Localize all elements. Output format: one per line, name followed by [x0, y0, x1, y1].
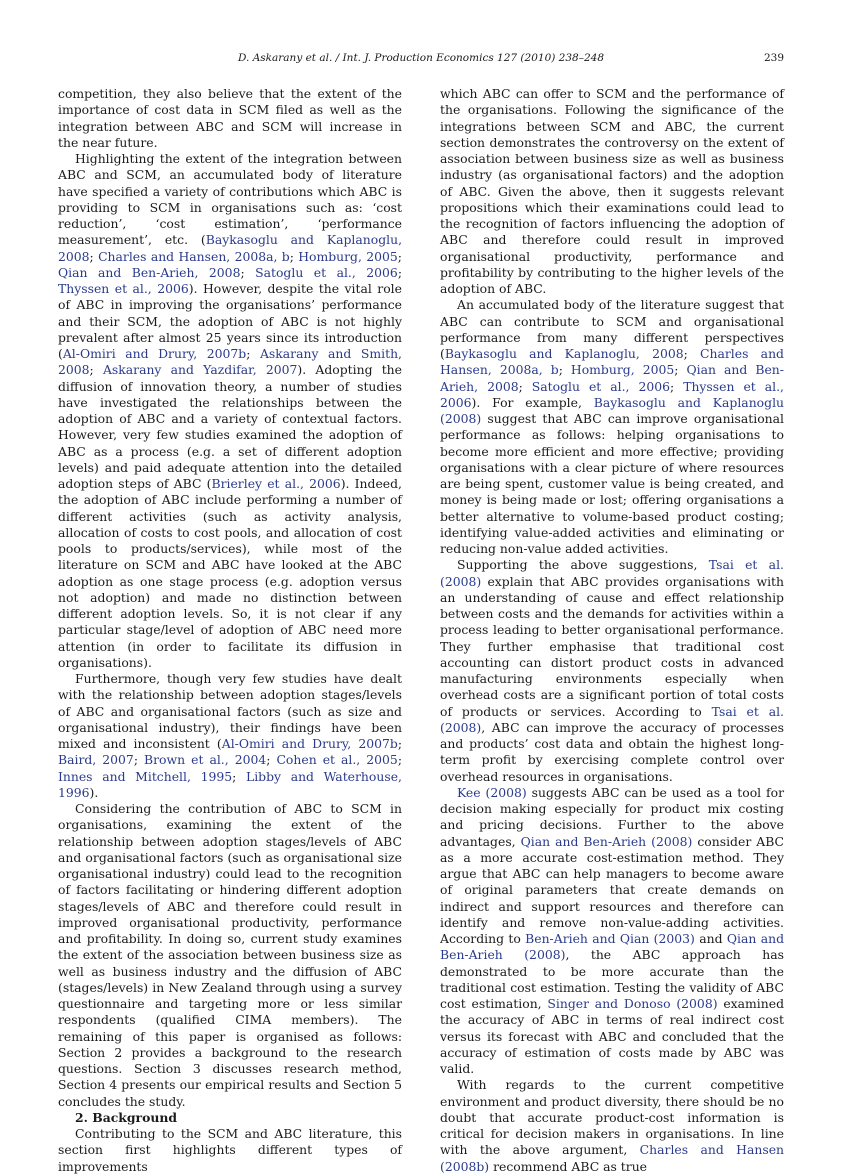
citation-link[interactable]: Qian and Ben-Arieh, 2008: [440, 362, 784, 394]
citation-link[interactable]: Charles and Hansen, 2008a, b: [440, 346, 784, 378]
citation-link[interactable]: Qian and Ben-Arieh (2008): [440, 931, 784, 963]
citation-link[interactable]: Al-Omiri and Drury, 2007b: [221, 736, 398, 751]
citation-link[interactable]: Askarany and Smith, 2008: [58, 346, 402, 378]
citation-link[interactable]: Satoglu et al., 2006: [255, 264, 398, 280]
paragraph: With regards to the current competitive environment and product diversity, there should be no doubt that accurate product-cost information is critical for decision makers in organisations. In line with the above argument, Charles and Hansen (2008b) recommend ABC as true: [440, 1077, 785, 1174]
citation-link[interactable]: Homburg, 2005: [298, 248, 398, 264]
citation-link[interactable]: Homburg, 2005: [570, 362, 675, 378]
section-heading: 2. Background: [75, 1109, 178, 1125]
citation-link[interactable]: Baykasoglu and Kaplanoglu (2008): [440, 394, 785, 426]
citation-link[interactable]: Baykasoglu and Kaplanoglu, 2008: [58, 232, 403, 264]
running-header: [58, 52, 784, 68]
citation-link[interactable]: Baykasoglu and Kaplanoglu, 2008: [444, 346, 684, 361]
citation-link[interactable]: Innes and Mitchell, 1995: [58, 768, 233, 784]
citation-link[interactable]: Libby and Waterhouse, 1996: [58, 768, 402, 800]
citation-link[interactable]: Singer and Donoso (2008): [547, 996, 718, 1011]
paragraph: competition, they also believe that the extent of the importance of cost data in SCM filed as well as the integration between ABC and SCM will increase in the near future.: [58, 86, 402, 150]
citation-link[interactable]: Kee (2008): [457, 784, 527, 800]
paragraph: Kee (2008) suggests ABC can be used as a tool for decision making especially for product mix costing and pricing decisions. Further to the above advantages, Qian and Ben-Arieh (2008) consider ABC as a more accurate cost-estimation method. They argue that ABC can help managers to become aware of original parameters that create demands on indirect and support resources and therefore can identify and remove non-value-adding activities. According to Ben-Arieh and Qian (2003) and Qian and Ben-Arieh (2008), the ABC approach has demonstrated to be more accurate than the traditional cost estimation. Testing the validity of ABC cost estimation, Singer and Donoso (2008) examined the accuracy of ABC in terms of real indirect cost versus its forecast with ABC and concluded that the accuracy of estimation of costs made by ABC was valid.: [440, 784, 785, 1076]
citation-link[interactable]: Al-Omiri and Drury, 2007b: [62, 346, 247, 361]
citation-link[interactable]: Qian and Ben-Arieh, 2008: [58, 264, 241, 280]
page-number: 239: [763, 52, 784, 64]
citation-link[interactable]: Thyssen et al., 2006: [58, 281, 189, 296]
citation-link[interactable]: Askarany and Yazdifar, 2007: [102, 362, 298, 378]
paragraph: An accumulated body of the literature suggest that ABC can contribute to SCM and organisational performance from many different perspectives (Baykasoglu and Kaplanoglu, 2008; Charles and Hansen, 2008a, b; Homburg, 2005; Qian and Ben-Arieh, 2008; Satoglu et al., 2006; Thyssen et al., 2006). For example, Baykasoglu and Kaplanoglu (2008) suggest that ABC can improve organisational performance as follows: helping organisations to become more efficient and more effective; providing organisations with a clear picture of where resources are being spent, customer value is being created, and money is being made or lost; offering organisations a better alternative to volume-based product costing; identifying value-added activities and eliminating or reducing non-value added activities.: [440, 297, 785, 556]
paragraph: Supporting the above suggestions, Tsai et al. (2008) explain that ABC provides organisations with an understanding of cause and effect relationship between costs and the demands for activities within a process leading to better organisational performance. They further emphasise that traditional cost accounting can distort product costs in advanced manufacturing environments especially when overhead costs are a significant portion of total costs of products or services. According to Tsai et al. (2008), ABC can improve the accuracy of processes and products’ cost data and obtain the highest long-term profit by exercising complete control over overhead resources in organisations.: [440, 557, 784, 784]
citation-link[interactable]: Satoglu et al., 2006: [531, 378, 671, 394]
citation-link[interactable]: Qian and Ben-Arieh (2008): [520, 833, 693, 849]
paragraph: Furthermore, though very few studies have dealt with the relationship between adoption stages/levels of ABC and organisational factors (such as size and organisational industry), their findings have been mixed and inconsistent (Al-Omiri and Drury, 2007b; Baird, 2007; Brown et al., 2004; Cohen et al., 2005; Innes and Mitchell, 1995; Libby and Waterhouse, 1996).: [58, 671, 402, 800]
citation-link[interactable]: Tsai et al. (2008): [440, 703, 784, 735]
citation-link[interactable]: Ben-Arieh and Qian (2003): [525, 931, 695, 946]
citation-link[interactable]: Brown et al., 2004: [144, 752, 267, 768]
citation-link[interactable]: Brierley et al., 2006: [211, 476, 341, 491]
citation-link[interactable]: Baird, 2007: [58, 752, 134, 768]
right-column: [440, 86, 784, 1175]
paragraph: which ABC can offer to SCM and the performance of the organisations. Following the significance of the integrations between SCM and ABC, the current section demonstrates the controversy on the extent of association between business size as well as business industry (as organisational factors) and the adoption of ABC. Given the above, then it suggests relevant propositions which their examinations could lead to the recognition of factors influencing the adoption of ABC and therefore could result in improved organisational productivity, performance and profitability by contributing to the higher levels of the adoption of ABC.: [440, 86, 784, 296]
citation-link[interactable]: Cohen et al., 2005: [276, 752, 398, 768]
citation-link[interactable]: Tsai et al. (2008): [440, 557, 784, 589]
paragraph: Considering the contribution of ABC to SCM in organisations, examining the extent of the relationship between adoption stages/levels of ABC and organisational factors (such as organisational size organisational industry) could lead to the recognition of factors facilitating or hindering different adoption stages/levels of ABC and therefore could result in improved organisational productivity, performance and profitability. In doing so, current study examines the extent of the association between business size as well as business industry and the diffusion of ABC (stages/levels) in New Zealand through using a survey questionnaire and targeting more or less similar respondents (qualified CIMA members). The remaining of this paper is organised as follows: Section 2 provides a background to the research questions. Section 3 discusses research method, Section 4 presents our empirical results and Section 5 concludes the study.: [58, 801, 402, 1109]
citation-link[interactable]: Thyssen et al., 2006: [440, 378, 784, 410]
running-title: D. Askarany et al. / Int. J. Production Economics 127 (2010) 238–248: [237, 52, 605, 64]
paragraph: Highlighting the extent of the integration between ABC and SCM, an accumulated body of literature have specified a variety of contributions which ABC is providing to SCM in organisations such as: ‘cost reduction’, ‘cost estimation’, ‘performance measurement’, etc. (Baykasoglu and Kaplanoglu, 2008; Charles and Hansen, 2008a, b; Homburg, 2005; Qian and Ben-Arieh, 2008; Satoglu et al., 2006; Thyssen et al., 2006). However, despite the vital role of ABC in improving the organisations’ performance and their SCM, the adoption of ABC is not highly prevalent after almost 25 years since its introduction (Al-Omiri and Drury, 2007b; Askarany and Smith, 2008; Askarany and Yazdifar, 2007). Adopting the diffusion of innovation theory, a number of studies have investigated the relationships between the adoption of ABC and a variety of contextual factors. However, very few studies examined the adoption of ABC as a process (e.g. a set of different adoption levels) and paid adequate attention into the detailed adoption steps of ABC (Brierley et al., 2006). Indeed, the adoption of ABC include performing a number of different activities (such as activity analysis, allocation of costs to cost pools, and allocation of cost pools to products/services), while most of the literature on SCM and ABC have looked at the ABC adoption as one stage process (e.g. adoption versus not adoption) and made no distinction between different adoption levels. So, it is not clear if any particular stage/level of adoption of ABC need more attention (in order to facilitate its diffusion in organisations).: [58, 151, 403, 670]
paragraph: Contributing to the SCM and ABC literature, this section first highlights different types of improvements: [58, 1126, 402, 1174]
citation-link[interactable]: Charles and Hansen, 2008a, b: [98, 248, 290, 264]
citation-link[interactable]: Charles and Hansen (2008b): [440, 1142, 785, 1174]
left-column: [58, 86, 402, 1175]
